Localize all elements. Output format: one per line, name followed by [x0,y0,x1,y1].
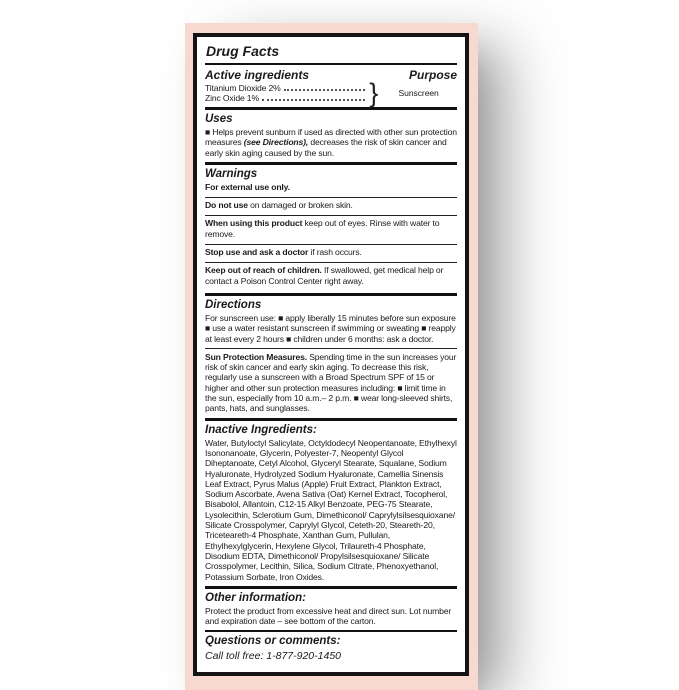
carton-panel [185,23,478,690]
questions-section [205,630,457,666]
drug-facts-label [193,33,469,676]
uses-text [205,127,457,158]
other-information-text: Protect the product from excessive heat and direct sun. Lot number and expiration date – see bottom of the carton. [205,605,452,627]
warning-rest: If swallowed, get medical help or contact a Poison Control Center right away. [205,265,444,286]
questions-heading: Questions or comments: [205,635,341,648]
sun-protection-measures [205,348,457,414]
directions-heading: Directions [205,298,262,311]
warning-lead: When using this product [205,218,303,229]
warning-stop-use [205,244,457,260]
active-ingredients-section [205,65,457,107]
warning-rest: keep out of eyes. Rinse with water to remove. [205,218,440,239]
ingredient-row [205,83,366,93]
purpose-value: Sunscreen [398,88,439,98]
inactive-ingredients-text: Water, Butyloctyl Salicylate, Octyldodecyl Neopentanoate, Ethylhexyl Isononanoate, Glycerin, Polyester-7, Neopentyl Glycol Diheptanoate, Cetyl Alcohol, Glyceryl Stearate, Squalane, Sodium Hyaluronate, Hydrolyzed Sodium Hyaluronate, Camellia Sinensis Leaf Extract, Pyrus Malus (Apple) Fruit Extract, Plankton Extract, Sodium Ascorbate, Avena Sativa (Oat) Kernel Extract, Tocopherol, Bisabolol, Allantoin, C12-15 Alkyl Benzoate, PEG-75 Stearate, Lysolecithin, Sclerotium Gum, Dimethiconol/ Caprylylsilsesquioxane/ Silicate Crosspolymer, Caprylyl Glycol, Ceteth-20, Steareth-20, Triceteareth-4 Phosphate, Xanthan Gum, Pullulan, Ethylhexylglycerin, Hexylene Glycol, Trilaureth-4 Phosphate, Disodium EDTA, Dimethiconol/ Propylsilsesquioxane/ Silicate Crosspolymer, Lecithin, Silica, Sodium Citrate, Phenoxyethanol, Potassium Sorbate, Iron Oxides. [205,437,457,582]
warning-lead: Do not use [205,200,248,211]
uses-text-rest: decreases the risk of skin cancer and early skin aging caused by the sun. [205,137,447,158]
other-information-section [205,586,457,631]
other-information-heading: Other information: [205,591,306,604]
ingredient-name-titanium-dioxide: Titanium Dioxide 2% [205,83,281,93]
brace-glyph: } [369,78,379,108]
uses-text-emphasis: (see Directions), [243,137,309,148]
drug-facts-title: Drug Facts [205,40,457,65]
directions-text: For sunscreen use: ■ apply liberally 15 minutes before sun exposure ■ use a water resistant sunscreen if swimming or sweating ■ reapply at least every 2 hours ■ children under 6 months: ask a doctor. [205,312,456,344]
uses-heading: Uses [205,113,233,125]
warning-keep-out-of-reach [205,262,457,289]
inactive-ingredients-heading: Inactive Ingredients: [205,423,317,436]
warnings-section [205,162,457,293]
warning-rest: on damaged or broken skin. [247,200,353,211]
warnings-heading: Warnings [205,167,258,180]
purpose-heading: Purpose [408,68,457,82]
uses-section [205,107,457,162]
uses-text-lead: ■ Helps prevent sunburn if used as directed with other sun protection measures [205,127,457,148]
warning-rest: if rash occurs. [308,247,362,258]
sun-protection-lead: Sun Protection Measures. [205,351,307,362]
warning-lead: Stop use and ask a doctor [205,247,309,258]
sun-protection-rest: Spending time in the sun increases your risk of skin cancer and early skin aging. To decrease this risk, regularly use a sunscreen with a Broad Spectrum SPF of 15 or higher and other sun protection measures including: ■ limit time in the sun, especially from 10 a.m.– 2 p.m. ■ wear long-sleeved shirts, pants, hats, and sunglasses. [205,351,457,414]
dotted-leader [284,89,366,91]
external-use-only-text: For external use only. [205,181,290,192]
inactive-ingredients-section [205,418,457,586]
directions-section [205,293,457,418]
dotted-leader [262,99,365,101]
ingredient-name-zinc-oxide: Zinc Oxide 1% [205,93,259,103]
warning-do-not-use [205,197,457,213]
ingredient-row [205,93,366,103]
warning-lead: Keep out of reach of children. [205,265,322,276]
warning-when-using [205,215,457,242]
active-ingredients-heading: Active ingredients [205,68,310,82]
toll-free-number: Call toll free: 1-877-920-1450 [205,650,341,663]
